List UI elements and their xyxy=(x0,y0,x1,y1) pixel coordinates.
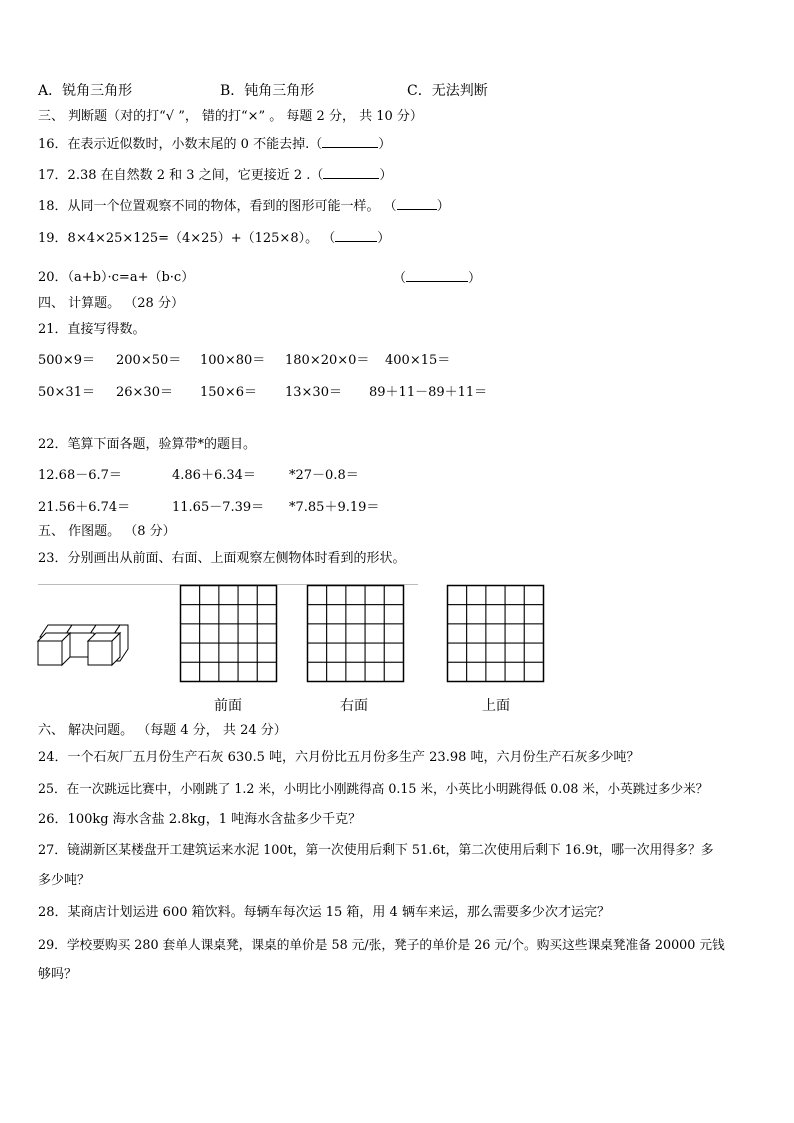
grid-cell[interactable] xyxy=(200,643,219,662)
grid-cell[interactable] xyxy=(346,586,365,605)
question-16: 16．在表示近似数时，小数末尾的 0 不能去掉.（ ） xyxy=(38,137,392,152)
grid-cell[interactable] xyxy=(181,662,200,681)
grid-cell[interactable] xyxy=(365,605,384,624)
grid-cell[interactable] xyxy=(257,586,276,605)
grid-cell[interactable] xyxy=(524,624,543,643)
grid-cell[interactable] xyxy=(308,586,327,605)
answer-blank xyxy=(397,197,437,210)
question-26: 26．100kg 海水含盐 2.8kg，1 吨海水含盐多少千克？ xyxy=(38,812,362,827)
grid-cell[interactable] xyxy=(219,624,238,643)
question-27-line-2: 多少吨？ xyxy=(38,873,91,888)
grid-cell[interactable] xyxy=(384,624,403,643)
grid-cell[interactable] xyxy=(467,643,486,662)
calc-item: 200×50＝ xyxy=(116,353,182,368)
grid-cell[interactable] xyxy=(327,662,346,681)
grid-cell[interactable] xyxy=(327,586,346,605)
question-19-text: 19．8×4×25×125=（4×25）+（125×8）。 （ xyxy=(38,231,336,246)
calc-item: *7.85＋9.19＝ xyxy=(289,500,380,515)
grid-cell[interactable] xyxy=(327,605,346,624)
grid-cell[interactable] xyxy=(524,605,543,624)
question-20-answer: （ ） xyxy=(393,271,482,286)
question-19: 19．8×4×25×125=（4×25）+（125×8）。 （ ） xyxy=(38,231,391,246)
grid-cell[interactable] xyxy=(346,605,365,624)
calc-item: 13×30＝ xyxy=(285,385,342,400)
grid-cell[interactable] xyxy=(238,605,257,624)
drawing-grid-front[interactable] xyxy=(179,584,278,683)
question-29-line-1: 29．学校要购买 280 套单人课桌凳，课桌的单价是 58 元/张，凳子的单价是 26 元/个。购买这些课桌凳准备 20000 元钱 xyxy=(38,937,725,952)
calc-item: 500×9＝ xyxy=(38,353,95,368)
section-4-title: 四、 计算题。 （28 分） xyxy=(38,296,184,311)
grid-label-front: 前面 xyxy=(214,698,242,714)
grid-cell[interactable] xyxy=(200,662,219,681)
grid-cell[interactable] xyxy=(238,643,257,662)
question-18-text: 18．从同一个位置观察不同的物体，看到的图形可能一样。 （ xyxy=(38,199,397,214)
grid-cell[interactable] xyxy=(384,643,403,662)
option-a: A．锐角三角形 xyxy=(38,83,133,99)
grid-cell[interactable] xyxy=(257,662,276,681)
grid-cell[interactable] xyxy=(200,605,219,624)
grid-cell[interactable] xyxy=(448,586,467,605)
question-29-line-2: 够吗？ xyxy=(38,967,78,982)
question-28: 28．某商店计划运进 600 箱饮料。每辆车每次运 15 箱，用 4 辆车来运，那么需要多少次才运完？ xyxy=(38,905,610,920)
grid-cell[interactable] xyxy=(365,643,384,662)
question-20: 20．（a+b）·c=a+（b·c） xyxy=(38,270,195,285)
grid-cell[interactable] xyxy=(505,605,524,624)
grid-cell[interactable] xyxy=(486,662,505,681)
grid-cell[interactable] xyxy=(308,624,327,643)
grid-cell[interactable] xyxy=(365,662,384,681)
option-c: C．无法判断 xyxy=(407,83,488,99)
grid-cell[interactable] xyxy=(346,643,365,662)
grid-cell[interactable] xyxy=(524,643,543,662)
grid-cell[interactable] xyxy=(327,643,346,662)
grid-label-top: 上面 xyxy=(482,698,510,714)
grid-cell[interactable] xyxy=(181,586,200,605)
grid-cell[interactable] xyxy=(524,586,543,605)
grid-cell[interactable] xyxy=(467,605,486,624)
answer-blank xyxy=(322,135,378,148)
grid-cell[interactable] xyxy=(505,643,524,662)
grid-cell[interactable] xyxy=(505,662,524,681)
section-3-title: 三、 判断题（对的打“√ ”， 错的打“×” 。 每题 2 分， 共 10 分） xyxy=(38,109,423,124)
grid-cell[interactable] xyxy=(238,662,257,681)
answer-blank xyxy=(323,166,379,179)
grid-cell[interactable] xyxy=(200,586,219,605)
drawing-grid-right[interactable] xyxy=(306,584,405,683)
calc-item: 4.86＋6.34＝ xyxy=(172,468,256,483)
grid-cell[interactable] xyxy=(384,586,403,605)
grid-cell[interactable] xyxy=(486,643,505,662)
grid-cell[interactable] xyxy=(308,662,327,681)
grid-cell[interactable] xyxy=(181,624,200,643)
question-24: 24．一个石灰厂五月份生产石灰 630.5 吨，六月份比五月份多生产 23.98 吨，六月份生产石灰多少吨？ xyxy=(38,750,640,765)
grid-cell[interactable] xyxy=(448,643,467,662)
question-23-title: 23．分别画出从前面、右面、上面观察左侧物体时看到的形状。 xyxy=(38,551,406,566)
calc-item: 21.56＋6.74＝ xyxy=(38,500,131,515)
grid-cell[interactable] xyxy=(467,662,486,681)
grid-cell[interactable] xyxy=(257,605,276,624)
grid-cell[interactable] xyxy=(181,605,200,624)
grid-cell[interactable] xyxy=(327,624,346,643)
grid-cell[interactable] xyxy=(467,586,486,605)
option-b: B．钝角三角形 xyxy=(220,83,315,99)
grid-cell[interactable] xyxy=(308,643,327,662)
question-25: 25．在一次跳远比赛中，小刚跳了 1.2 米，小明比小刚跳得高 0.15 米，小英比小明跳得低 0.08 米，小英跳过多少米？ xyxy=(38,781,709,796)
grid-cell[interactable] xyxy=(384,662,403,681)
grid-cell[interactable] xyxy=(257,624,276,643)
calc-item: 12.68－6.7＝ xyxy=(38,468,122,483)
grid-label-right: 右面 xyxy=(340,698,368,714)
question-22-title: 22．笔算下面各题，验算带*的题目。 xyxy=(38,437,257,452)
grid-cell[interactable] xyxy=(486,586,505,605)
grid-cell[interactable] xyxy=(181,643,200,662)
grid-cell[interactable] xyxy=(219,605,238,624)
calc-item: 400×15＝ xyxy=(385,353,451,368)
calc-item: *27－0.8＝ xyxy=(289,468,359,483)
grid-cell[interactable] xyxy=(448,624,467,643)
question-17: 17．2.38 在自然数 2 和 3 之间，它更接近 2 .（ ） xyxy=(38,168,393,183)
question-27-line-1: 27．镜湖新区某楼盘开工建筑运来水泥 100t，第一次使用后剩下 51.6t，第二次使用后剩下 16.9t，哪一次用得多？多 xyxy=(38,843,714,858)
grid-cell[interactable] xyxy=(365,586,384,605)
grid-cell[interactable] xyxy=(467,624,486,643)
calc-item: 150×6＝ xyxy=(200,385,257,400)
calc-item: 11.65－7.39＝ xyxy=(172,500,265,515)
question-16-text: 16．在表示近似数时，小数末尾的 0 不能去掉.（ xyxy=(38,137,323,152)
grid-cell[interactable] xyxy=(238,624,257,643)
answer-blank xyxy=(335,229,377,242)
question-21-title: 21．直接写得数。 xyxy=(38,322,146,337)
grid-cell[interactable] xyxy=(486,605,505,624)
grid-cell[interactable] xyxy=(257,643,276,662)
question-17-text: 17．2.38 在自然数 2 和 3 之间，它更接近 2 .（ xyxy=(38,168,324,183)
grid-cell[interactable] xyxy=(524,662,543,681)
grid-cell[interactable] xyxy=(505,586,524,605)
calc-item: 50×31＝ xyxy=(38,385,95,400)
grid-cell[interactable] xyxy=(486,624,505,643)
calc-item: 180×20×0＝ xyxy=(285,353,370,368)
grid-cell[interactable] xyxy=(308,605,327,624)
grid-cell[interactable] xyxy=(238,586,257,605)
grid-cell[interactable] xyxy=(219,586,238,605)
answer-blank xyxy=(406,269,468,282)
grid-cell[interactable] xyxy=(384,605,403,624)
section-6-title: 六、 解决问题。 （每题 4 分， 共 24 分） xyxy=(38,723,287,738)
grid-cell[interactable] xyxy=(346,624,365,643)
grid-cell[interactable] xyxy=(200,624,219,643)
grid-cell[interactable] xyxy=(219,643,238,662)
grid-cell[interactable] xyxy=(219,662,238,681)
question-18: 18．从同一个位置观察不同的物体，看到的图形可能一样。 （ ） xyxy=(38,199,450,214)
grid-cell[interactable] xyxy=(448,662,467,681)
grid-cell[interactable] xyxy=(505,624,524,643)
grid-cell[interactable] xyxy=(448,605,467,624)
section-5-title: 五、 作图题。 （8 分） xyxy=(38,524,176,539)
grid-cell[interactable] xyxy=(365,624,384,643)
grid-cell[interactable] xyxy=(346,662,365,681)
cube-figure xyxy=(36,620,132,670)
calc-item: 89＋11－89＋11＝ xyxy=(369,385,488,400)
calc-item: 100×80＝ xyxy=(200,353,266,368)
calc-item: 26×30＝ xyxy=(116,385,173,400)
drawing-grid-top[interactable] xyxy=(446,584,545,683)
